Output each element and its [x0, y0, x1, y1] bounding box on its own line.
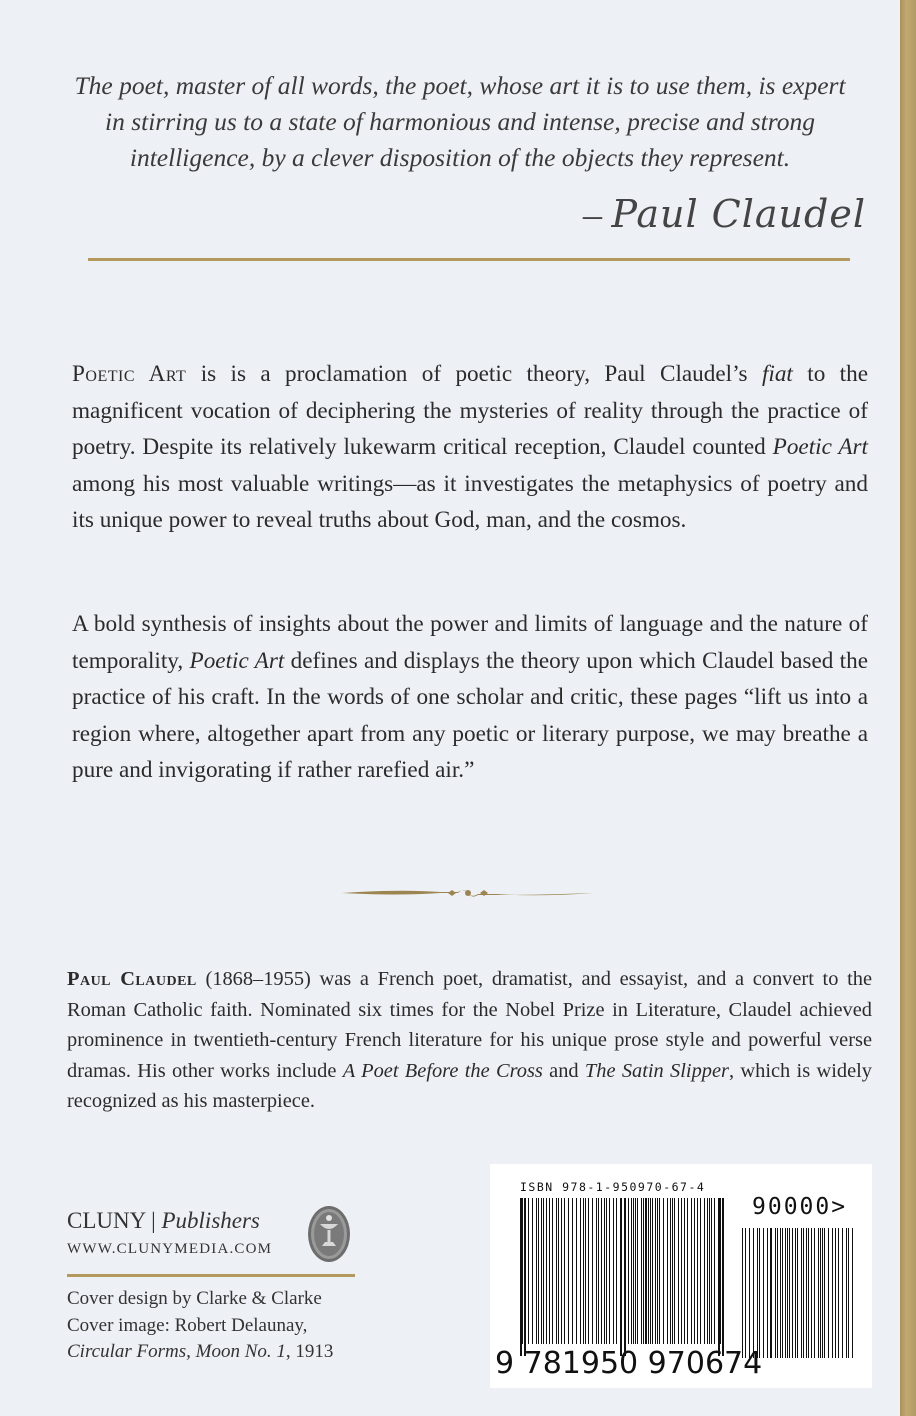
barcode-guard-bar [718, 1198, 720, 1356]
barcode-bar [777, 1228, 778, 1358]
attribution-dash: – [582, 194, 602, 236]
barcode-guard-bar [520, 1198, 522, 1356]
ornamental-divider [340, 884, 596, 902]
barcode-bar [678, 1198, 679, 1344]
text-run: (1868–1955) was a French poet, dramatist, and essayist, and a convert to the Roman Catholic faith. Nominated six times for the Nobel Prize in Literature, Claudel achieved prominence in twentieth-century French literature for his unique prose style and powerful verse dramas. His other works include [67, 968, 873, 1082]
barcode-bar [641, 1198, 642, 1344]
barcode-bar [588, 1198, 589, 1344]
barcode-bar [770, 1228, 772, 1358]
barcode-bar [541, 1198, 542, 1344]
book-title-smallcaps: Poetic Art [72, 361, 187, 387]
barcode-bar [572, 1198, 573, 1344]
barcode-bar [792, 1228, 793, 1358]
publisher-separator: | [151, 1208, 156, 1233]
barcode-bar [645, 1198, 647, 1344]
barcode-bar [635, 1198, 636, 1344]
barcode-bar [592, 1198, 593, 1344]
barcode-guard-bar [722, 1198, 724, 1356]
credit-design: Cover design by Clarke & Clarke [67, 1288, 322, 1309]
barcode-bar [650, 1198, 651, 1344]
barcode-bar [561, 1198, 562, 1344]
barcode-bar [532, 1198, 533, 1344]
barcode-bar [648, 1198, 649, 1344]
credit-image: Cover image: Robert Delaunay, [67, 1314, 308, 1336]
barcode-digits: 9 781950 970674 [495, 1346, 763, 1381]
barcode-bar [832, 1228, 833, 1358]
barcode-bar [598, 1198, 599, 1344]
barcode-bar [835, 1228, 836, 1358]
barcode-bar [583, 1198, 584, 1344]
barcode-bar [691, 1198, 692, 1344]
barcode-bar [672, 1198, 673, 1344]
barcode-bar [785, 1228, 786, 1358]
barcode-guard-bar [524, 1198, 526, 1356]
barcode-bar [700, 1198, 701, 1344]
barcode-bar [797, 1228, 798, 1358]
artwork-title: Circular Forms, Moon No. 1 [67, 1341, 286, 1362]
barcode-guard-bar [620, 1198, 622, 1356]
barcode-bar [759, 1228, 760, 1358]
barcode-bar [846, 1228, 847, 1358]
credit-image-title [67, 1339, 333, 1366]
barcode-bar [775, 1228, 776, 1358]
publisher-seal-icon [306, 1204, 352, 1264]
barcode-bar [694, 1198, 695, 1344]
work-title-italic: A Poet Before the Cross [342, 1059, 543, 1082]
book-title-italic: Poetic Art [189, 647, 285, 674]
barcode-bar [684, 1198, 685, 1344]
barcode-bar [568, 1198, 569, 1344]
price-code: 90000> [752, 1194, 848, 1220]
barcode-bar [818, 1228, 819, 1358]
text-run: A bold synthesis of insights about the power and limits of language and the nature of temporality, [72, 611, 868, 674]
barcode-bar [848, 1228, 849, 1358]
barcode-bar [643, 1198, 644, 1344]
barcode-bar [606, 1198, 607, 1344]
barcode-bar [543, 1198, 544, 1344]
barcode-bar [549, 1198, 550, 1344]
barcode-bar [780, 1228, 781, 1358]
barcode-bar [670, 1198, 671, 1344]
barcode-bar [753, 1228, 754, 1358]
publisher-wordmark: CLUNY [67, 1208, 146, 1233]
barcode-bar [558, 1198, 559, 1344]
barcode-bar [782, 1228, 783, 1358]
barcode-bar [828, 1228, 829, 1358]
barcode-bar [720, 1198, 721, 1344]
book-title-italic: Poetic Art [772, 434, 869, 461]
epigraph-attribution [466, 192, 866, 237]
barcode-bar [628, 1198, 629, 1344]
isbn-barcode-block [490, 1164, 872, 1388]
publisher-name [67, 1208, 260, 1234]
barcode-bar [552, 1198, 553, 1344]
barcode-bar [745, 1228, 746, 1358]
gold-divider-rule [67, 1274, 355, 1277]
text-run: , which is widely recognized as his masterpiece. [67, 1059, 872, 1112]
barcode-bar [596, 1198, 597, 1344]
work-title-italic: The Satin Slipper [584, 1059, 729, 1082]
barcode-bar [714, 1198, 715, 1344]
text-run: and [542, 1059, 585, 1082]
barcode-bar [604, 1198, 605, 1344]
epigraph-quote: The poet, master of all words, the poet, whose art it is to use them, is expert in stirring us to a state of harmonious and intense, precise and strong intelligence, by a clever disposition of the objects they represent. [74, 71, 846, 172]
barcode-bar [585, 1198, 586, 1344]
barcode-bar [655, 1198, 656, 1344]
barcode-bar [707, 1198, 708, 1344]
barcode-bar [814, 1228, 815, 1358]
publisher-imprint: Publishers [161, 1208, 260, 1233]
cover-credits [67, 1286, 333, 1366]
publisher-url: WWW.CLUNYMEDIA.COM [67, 1241, 273, 1257]
description-paragraph-2 [72, 606, 868, 789]
barcode-bar [663, 1198, 664, 1344]
barcode-bar [757, 1228, 758, 1358]
gold-divider-rule [88, 258, 850, 261]
barcode-bar [616, 1198, 617, 1344]
description-paragraph-1 [72, 356, 868, 539]
barcode-bar [822, 1228, 823, 1358]
barcode-bar [704, 1198, 705, 1344]
barcode-bar [711, 1198, 712, 1344]
barcode-bar [852, 1228, 853, 1358]
barcode-bar [667, 1198, 668, 1344]
barcode-bar [811, 1228, 812, 1358]
barcode-bar [824, 1228, 825, 1358]
text-run: to the magnificent vocation of deciphering the mysteries of reality through the practice of poetry. Despite its relatively lukewarm critical reception, Claudel counted [72, 361, 868, 461]
barcode-bar [789, 1228, 790, 1358]
barcode-bar [580, 1198, 581, 1344]
barcode-bar [808, 1228, 809, 1358]
barcode-bar [657, 1198, 658, 1344]
italic-word: fiat [761, 361, 793, 387]
barcode-bar [576, 1198, 577, 1344]
barcode-bar [803, 1228, 804, 1358]
artwork-year: , 1913 [285, 1341, 334, 1362]
barcode-bar [601, 1198, 602, 1344]
barcode-bar [631, 1198, 632, 1344]
barcode-bar [801, 1228, 802, 1358]
barcode-bar [536, 1198, 537, 1344]
text-run: defines and displays the theory upon which Claudel based the practice of his craft. In the words of one scholar and critic, these pages “lift us into a region where, altogether apart from any poetic or literary purpose, we may breathe a pure and invigorating if rather rarefied air.” [72, 647, 869, 784]
barcode-bar [609, 1198, 610, 1344]
barcode-bar [564, 1198, 565, 1344]
barcode-bar [674, 1198, 675, 1344]
text-run: among his most valuable writings—as it investigates the metaphysics of poetry and its unique power to reveal truths about God, man, and the cosmos. [72, 470, 868, 534]
text-run: is is a proclamation of poetic theory, Paul Claudel’s [186, 361, 762, 387]
barcode-bar [538, 1198, 539, 1344]
author-name-smallcaps: Paul Claudel [67, 968, 197, 990]
barcode-bar [546, 1198, 547, 1344]
barcode-bar [681, 1198, 682, 1344]
barcode-bar [613, 1198, 614, 1344]
barcode-bar [763, 1228, 764, 1358]
barcode-bar [659, 1198, 660, 1344]
barcode-bar [556, 1198, 557, 1344]
barcode-bar [687, 1198, 688, 1344]
barcode-bar [652, 1198, 653, 1344]
barcode-bar [709, 1198, 710, 1344]
barcode-bar [838, 1228, 839, 1358]
isbn-label: ISBN 978-1-950970-67-4 [520, 1180, 706, 1194]
barcode-bar [637, 1198, 638, 1344]
barcode-bar [742, 1228, 743, 1358]
barcode-bar [820, 1228, 821, 1358]
author-bio [67, 964, 872, 1117]
barcode-bar [795, 1228, 796, 1358]
barcode-guard-bar [624, 1198, 626, 1356]
barcode-bar [767, 1228, 768, 1358]
barcode-bar [528, 1198, 529, 1344]
barcode-bar [749, 1228, 750, 1358]
barcode-bar [787, 1228, 788, 1358]
barcode-bar [522, 1198, 523, 1344]
spine-edge-stripe [900, 0, 916, 1416]
barcode-bar [697, 1198, 698, 1344]
barcode-bar [842, 1228, 843, 1358]
barcode-bar [806, 1228, 807, 1358]
author-signature: Paul Claudel [611, 192, 866, 236]
barcode-bar [633, 1198, 634, 1344]
